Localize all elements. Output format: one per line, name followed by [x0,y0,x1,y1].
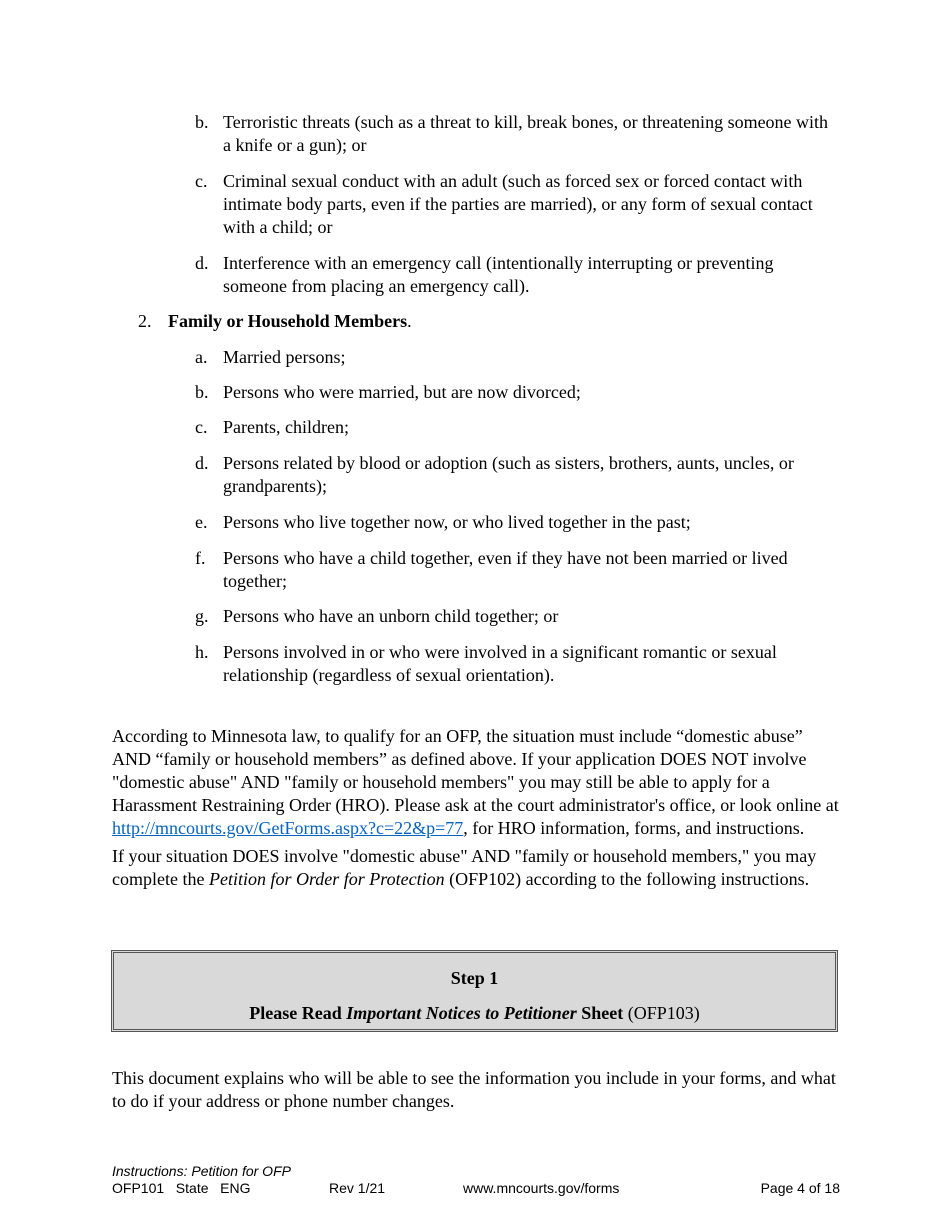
list-item [195,111,840,157]
list-item [195,547,840,593]
list-marker: b. [195,112,209,132]
list-marker: c. [195,417,208,437]
list-item-text: Persons related by blood or adoption (such as sisters, brothers, aunts, uncles, or grandparents); [223,453,794,496]
list-item-text: Persons who have an unborn child together; or [223,606,559,626]
list-marker: c. [195,171,208,191]
list-item [195,346,840,369]
list-marker: e. [195,512,208,532]
step-1-box [111,950,838,1032]
list-item-text: Persons who have a child together, even if they have not been married or lived together; [223,548,788,591]
list-marker: d. [195,453,209,473]
footer-title: Instructions: Petition for OFP [112,1163,291,1179]
footer-website: www.mncourts.gov/forms [463,1180,620,1196]
list-item [195,381,840,404]
list-marker: d. [195,253,209,273]
list-item-text: Married persons; [223,347,346,367]
list-item [195,416,840,439]
list-marker: b. [195,382,209,402]
list-marker: f. [195,548,206,568]
list-item [195,641,840,687]
footer-info [112,1180,840,1197]
list-item-text: Persons who were married, but are now divorced; [223,382,581,402]
footer-revision: Rev 1/21 [329,1180,386,1196]
list-item [195,511,840,534]
list-item-text: Persons involved in or who were involved in a significant romantic or sexual relationship (regardless of sexual orientation). [223,642,777,685]
list-item [195,252,840,298]
petition-paragraph: If your situation DOES involve "domestic abuse" AND "family or household members," you may complete the Petition for Order for Protection (OFP102) according to the following instructions. [112,846,817,889]
hro-forms-link[interactable]: http://mncourts.gov/GetForms.aspx?c=22&p=77 [112,818,464,838]
list-item-text: Criminal sexual conduct with an adult (such as forced sex or forced contact with intimate body parts, even if the parties are married), or any form of sexual contact with a child; or [223,171,813,237]
list-marker: a. [195,347,208,367]
list-item [195,605,840,628]
document-explanation: This document explains who will be able to see the information you include in your forms, and what to do if your address or phone number changes. [112,1068,836,1111]
footer-page-number: Page 4 of 18 [760,1180,840,1196]
section-number: 2. [138,311,152,331]
list-item-text: Persons who live together now, or who lived together in the past; [223,512,691,532]
list-item [195,452,840,498]
section-heading [138,310,838,333]
list-item-text: Parents, children; [223,417,349,437]
section-title: Family or Household Members [168,311,408,331]
list-item-text: Interference with an emergency call (intentionally interrupting or preventing someone from placing an emergency call). [223,253,774,296]
petition-form-title: Petition for Order for Protection [208,869,445,889]
hro-paragraph: According to Minnesota law, to qualify for an OFP, the situation must include “domestic abuse” AND “family or household members” as defined above. If your application DOES NOT involve "domestic abuse" AND "family or household members" you may still be able to apply for a Harassment Restraining Order (HRO). Please ask at the court administrator's office, or look online at http://mncourts.gov/GetForms.aspx?c=22&p=77, for HRO information, forms, and instructions. [112,726,839,838]
list-item-text: Terroristic threats (such as a threat to kill, break bones, or threatening someone with a knife or a gun); or [223,112,829,155]
list-item [195,170,840,239]
footer-form-code: OFP101 State ENG [112,1180,251,1196]
section-title-period: . [407,311,412,331]
list-marker: g. [195,606,209,626]
step-heading: Step 1 [450,968,499,988]
step-instruction: Please Read Important Notices to Petitioner Sheet (OFP103) [249,1003,700,1023]
list-marker: h. [195,642,209,662]
